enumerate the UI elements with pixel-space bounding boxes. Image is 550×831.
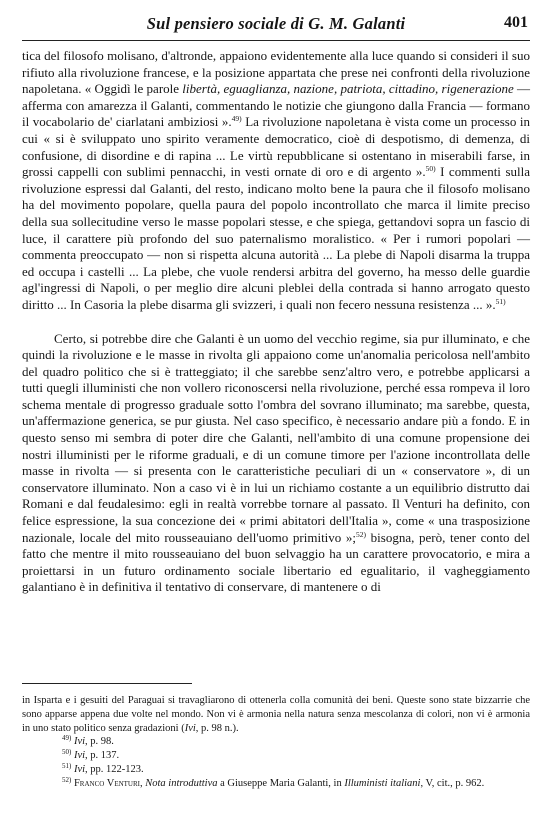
footnote-ref-52: 52) bbox=[356, 529, 367, 539]
paragraph-text: Certo, si potrebbe dire che Galanti è un uomo del vecchio regime, sia pur illuminato, e che quindi la rivoluzione e le masse in rivolta gli appaiono come un'anomalia pericolosa nell'ambito del quadro politico che si è tratteggiato; il che sarebbe senz'altro vero, e potrebbe applicarsi a tutti quegli illuministi che non vollero riconoscersi nella rivoluzione, perché essa rompeva il loro schema mentale di progresso graduale sotto l'ombra del sovrano illuminato; ma sarebbe, questa, un'affermazione generica, se pur giusta. Nel caso specifico, è necessario andare più a fondo. E in questo senso mi sembra di poter dire che Galanti, nell'ambito di una comune propensione dei nostri illuministi per le riforme graduali, e di un comune timore per l'azione incontrollata delle masse in rivolta — si presenta con le caratteristiche peculiari di un « conservatore », di un conservatore illuminato. Non a caso vi è in lui un richiamo costante a un equilibrio distrutto dai Romani e dal feudalesimo: egli in realtà vorrebbe tornare al passato. Il Venturi ha definito, con felice espressione, la sua concezione dei « primi abitatori dell'Italia », come « una trasposizione nazionale, locale del mito rousseauiano dell'uomo primitivo »; bbox=[22, 330, 530, 545]
italic-quote: libertà, eguaglianza, nazione, patriota, cittadino, rigenerazione bbox=[182, 81, 514, 97]
footnote-rule bbox=[22, 683, 192, 684]
footnote-book-title: Illuministi italiani bbox=[344, 777, 421, 789]
paragraph bbox=[22, 331, 530, 597]
footnote-author: Franco Venturi bbox=[73, 777, 140, 789]
body-text bbox=[22, 48, 530, 596]
running-title: Sul pensiero sociale di G. M. Galanti bbox=[146, 14, 406, 33]
footnote-text: , pp. 122-123. bbox=[85, 763, 144, 775]
footnote-text: , V, cit., p. 962. bbox=[420, 777, 485, 789]
footnote-ivi: Ivi bbox=[73, 736, 86, 748]
footnote-ref-51: 51) bbox=[495, 296, 506, 306]
footnote-text: , p. 98 n.). bbox=[195, 722, 239, 734]
footnote-text: a Giuseppe Maria Galanti, in bbox=[217, 777, 345, 789]
footnote-continuation bbox=[22, 694, 530, 735]
footnote-51 bbox=[22, 763, 530, 777]
footnote-number: 51) bbox=[62, 761, 72, 770]
footnote-ref-49: 49) bbox=[231, 114, 242, 124]
paragraph-text: — afferma con amarezza il Galanti, commentando le notizie che giungono dalla Francia — formano il vocabolario de' ciarlatani ambiziosi ». bbox=[22, 81, 531, 130]
paragraph-text: I commenti sulla rivoluzione espressi dal Galanti, del resto, indicano molto bene la paura che il filosofo molisano ha del movimento popolare, quella paura del popolo incontrollato che marca il limite preciso della sua sollecitudine verso le masse popolari stesse, e che spiega, gettandovi sopra un fascio di luce, il carattere più profondo del suo paternalismo moralistico. « Per i rumori popolari — commenta preoccupato — non si rispetta alcuna autorità ... La plebe di Napoli disarma la truppa ed occupa i castelli ... La plebe, che vuole rendersi arbitra del governo, ha messo delle guardie agl'ingressi di Napoli, o per meglio dire alcuni pleblei della contrada si hanno arrogato questo diritto ... In Casoria la plebe disarma gli svizzeri, i quali non fecero nessuna resistenza ... ». bbox=[22, 164, 530, 312]
footnotes bbox=[22, 694, 530, 791]
footnote-text: , p. 98. bbox=[85, 736, 114, 748]
paragraph-text: bisogna, però, tener conto del fatto che mentre il mito rousseauiano del buon selvaggio ha un carattere provocatorio, e mira a proiettarsi in un futuro ordinamento sociale libertario ed egualitario, il vagheggiamento galantiano è in definitiva il tentativo di conservare, di mantenere o di bbox=[22, 529, 530, 595]
footnote-50 bbox=[22, 749, 530, 763]
footnote-ref-50: 50) bbox=[425, 164, 436, 174]
footnote-52 bbox=[22, 777, 530, 791]
footnote-number: 52) bbox=[62, 775, 72, 784]
paragraph-text: La rivoluzione napoletana è vista come un processo in cui « si è sviluppato uno spirito veramente democratico, cioè di despotismo, di demenza, di confusione, di disordine e di rapina ... Le virtù repubblicane si ostentano in miserabili farse, in grossi cappelli con sublimi pennacchi, in vesti ornate di oro e di argento ». bbox=[22, 114, 530, 180]
footnote-ivi: Ivi bbox=[73, 763, 86, 775]
footnote-text: in Isparta e i gesuiti del Paraguai si travagliarono di ottenerla colla comunità dei beni. Queste sono state bizzarrie che sono apparse appena due volte nel mondo. Non vi è armonia nella natura senza mescolanza di colori, non vi è armonia in uno stato politico senza gradazioni ( bbox=[22, 695, 530, 734]
page-number: 401 bbox=[504, 14, 528, 31]
footnote-number: 50) bbox=[62, 748, 72, 757]
footnote-title: Nota introduttiva bbox=[145, 777, 218, 789]
paragraph bbox=[22, 48, 530, 314]
page-header bbox=[22, 10, 530, 41]
footnote-text: , p. 137. bbox=[85, 750, 120, 762]
footnote-ivi: Ivi bbox=[73, 750, 86, 762]
footnote-ivi: Ivi bbox=[184, 722, 196, 734]
paragraph-text: tica del filosofo molisano, d'altronde, appaiono evidentemente alla luce quando si consideri il suo rifiuto alla rivoluzione francese, e la posizione appartata che prese nei confronti della rivoluzione napoletana. « Oggidì le parole bbox=[22, 48, 530, 97]
footnote-text: , bbox=[140, 777, 146, 789]
footnote-number: 49) bbox=[62, 734, 72, 743]
footnote-49 bbox=[22, 735, 530, 749]
